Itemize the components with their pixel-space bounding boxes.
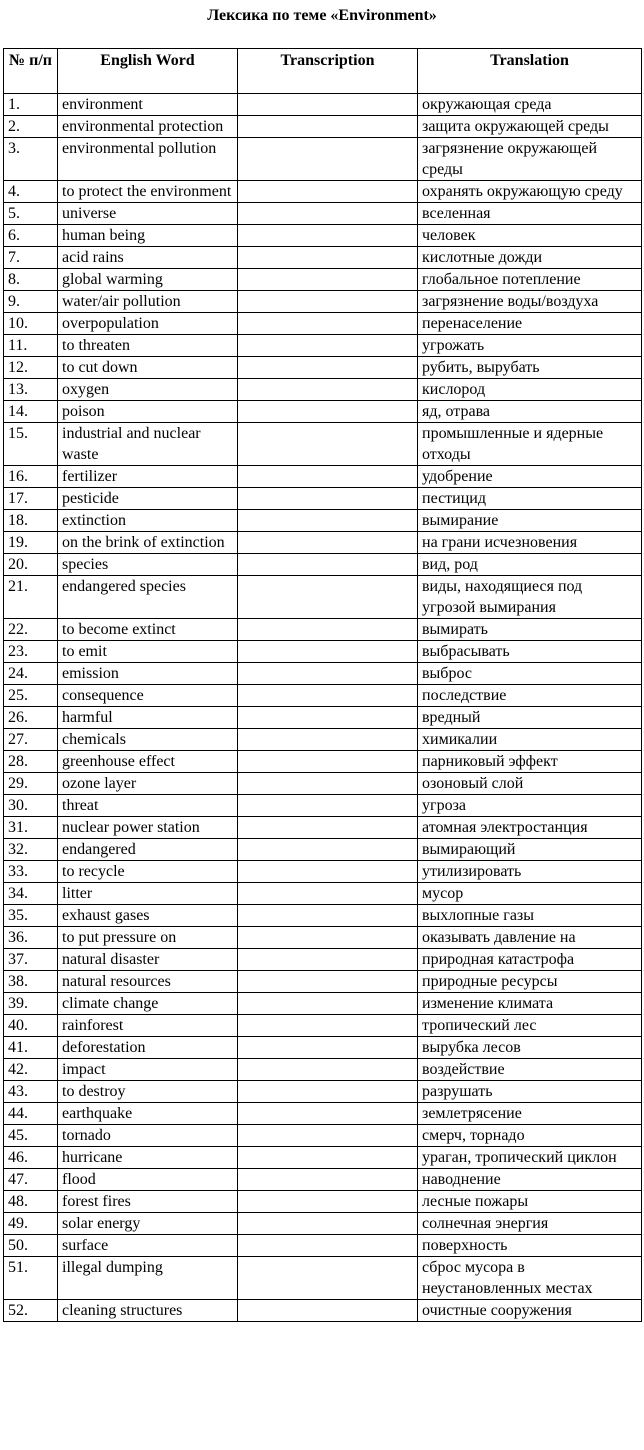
table-row xyxy=(4,313,642,335)
english-word: environmental protection xyxy=(58,116,238,138)
transcription-cell xyxy=(238,1169,418,1191)
translation-cell: лесные пожары xyxy=(418,1191,642,1213)
row-number: 34. xyxy=(4,883,58,905)
row-number: 40. xyxy=(4,1015,58,1037)
transcription-cell xyxy=(238,247,418,269)
row-number: 21. xyxy=(4,576,58,619)
transcription-cell xyxy=(238,839,418,861)
transcription-cell xyxy=(238,116,418,138)
table-row xyxy=(4,751,642,773)
english-word: to emit xyxy=(58,641,238,663)
transcription-cell xyxy=(238,203,418,225)
row-number: 36. xyxy=(4,927,58,949)
transcription-cell xyxy=(238,927,418,949)
row-number: 33. xyxy=(4,861,58,883)
transcription-cell xyxy=(238,379,418,401)
english-word: threat xyxy=(58,795,238,817)
row-number: 13. xyxy=(4,379,58,401)
translation-cell: на грани исчезновения xyxy=(418,532,642,554)
row-number: 17. xyxy=(4,488,58,510)
transcription-cell xyxy=(238,357,418,379)
transcription-cell xyxy=(238,729,418,751)
table-row xyxy=(4,773,642,795)
row-number: 26. xyxy=(4,707,58,729)
english-word: extinction xyxy=(58,510,238,532)
row-number: 16. xyxy=(4,466,58,488)
translation-cell: последствие xyxy=(418,685,642,707)
row-number: 47. xyxy=(4,1169,58,1191)
row-number: 38. xyxy=(4,971,58,993)
english-word: forest fires xyxy=(58,1191,238,1213)
translation-cell: вселенная xyxy=(418,203,642,225)
table-row xyxy=(4,532,642,554)
table-row xyxy=(4,269,642,291)
translation-cell: охранять окружающую среду xyxy=(418,181,642,203)
translation-cell: солнечная энергия xyxy=(418,1213,642,1235)
row-number: 9. xyxy=(4,291,58,313)
english-word: natural disaster xyxy=(58,949,238,971)
table-row xyxy=(4,795,642,817)
transcription-cell xyxy=(238,1213,418,1235)
translation-cell: изменение климата xyxy=(418,993,642,1015)
row-number: 39. xyxy=(4,993,58,1015)
translation-cell: загрязнение воды/воздуха xyxy=(418,291,642,313)
row-number: 14. xyxy=(4,401,58,423)
transcription-cell xyxy=(238,138,418,181)
row-number: 23. xyxy=(4,641,58,663)
table-row xyxy=(4,576,642,619)
translation-cell: воздействие xyxy=(418,1059,642,1081)
transcription-cell xyxy=(238,1191,418,1213)
row-number: 28. xyxy=(4,751,58,773)
table-row xyxy=(4,1015,642,1037)
table-row xyxy=(4,1147,642,1169)
table-row xyxy=(4,203,642,225)
english-word: human being xyxy=(58,225,238,247)
transcription-cell xyxy=(238,993,418,1015)
english-word: endangered species xyxy=(58,576,238,619)
table-row xyxy=(4,357,642,379)
row-number: 48. xyxy=(4,1191,58,1213)
table-row xyxy=(4,817,642,839)
transcription-cell xyxy=(238,619,418,641)
english-word: water/air pollution xyxy=(58,291,238,313)
table-row xyxy=(4,949,642,971)
table-row xyxy=(4,641,642,663)
row-number: 43. xyxy=(4,1081,58,1103)
row-number: 20. xyxy=(4,554,58,576)
row-number: 7. xyxy=(4,247,58,269)
table-row xyxy=(4,1081,642,1103)
transcription-cell xyxy=(238,1257,418,1300)
english-word: natural resources xyxy=(58,971,238,993)
transcription-cell xyxy=(238,641,418,663)
translation-cell: вымирание xyxy=(418,510,642,532)
english-word: ozone layer xyxy=(58,773,238,795)
transcription-cell xyxy=(238,751,418,773)
translation-cell: вырубка лесов xyxy=(418,1037,642,1059)
translation-cell: вид, род xyxy=(418,554,642,576)
row-number: 31. xyxy=(4,817,58,839)
row-number: 6. xyxy=(4,225,58,247)
translation-cell: разрушать xyxy=(418,1081,642,1103)
table-row xyxy=(4,971,642,993)
header-transcription: Transcription xyxy=(238,49,418,94)
translation-cell: озоновый слой xyxy=(418,773,642,795)
transcription-cell xyxy=(238,1125,418,1147)
vocabulary-table xyxy=(3,48,642,1322)
english-word: to put pressure on xyxy=(58,927,238,949)
translation-cell: угроза xyxy=(418,795,642,817)
table-body xyxy=(4,94,642,1322)
transcription-cell xyxy=(238,663,418,685)
translation-cell: наводнение xyxy=(418,1169,642,1191)
table-row xyxy=(4,423,642,466)
transcription-cell xyxy=(238,1103,418,1125)
transcription-cell xyxy=(238,1059,418,1081)
row-number: 24. xyxy=(4,663,58,685)
translation-cell: сброс мусора в неустановленных местах xyxy=(418,1257,642,1300)
translation-cell: загрязнение окружающей среды xyxy=(418,138,642,181)
row-number: 1. xyxy=(4,94,58,116)
transcription-cell xyxy=(238,1235,418,1257)
translation-cell: пестицид xyxy=(418,488,642,510)
table-row xyxy=(4,663,642,685)
english-word: universe xyxy=(58,203,238,225)
transcription-cell xyxy=(238,1015,418,1037)
english-word: oxygen xyxy=(58,379,238,401)
transcription-cell xyxy=(238,510,418,532)
row-number: 49. xyxy=(4,1213,58,1235)
transcription-cell xyxy=(238,532,418,554)
english-word: illegal dumping xyxy=(58,1257,238,1300)
english-word: surface xyxy=(58,1235,238,1257)
table-row xyxy=(4,883,642,905)
table-row xyxy=(4,225,642,247)
english-word: pesticide xyxy=(58,488,238,510)
table-row xyxy=(4,116,642,138)
transcription-cell xyxy=(238,269,418,291)
transcription-cell xyxy=(238,1081,418,1103)
table-row xyxy=(4,1037,642,1059)
row-number: 44. xyxy=(4,1103,58,1125)
row-number: 22. xyxy=(4,619,58,641)
english-word: to cut down xyxy=(58,357,238,379)
english-word: to recycle xyxy=(58,861,238,883)
translation-cell: промышленные и ядерные отходы xyxy=(418,423,642,466)
english-word: solar energy xyxy=(58,1213,238,1235)
translation-cell: поверхность xyxy=(418,1235,642,1257)
english-word: cleaning structures xyxy=(58,1300,238,1322)
table-row xyxy=(4,1235,642,1257)
table-row xyxy=(4,1169,642,1191)
english-word: litter xyxy=(58,883,238,905)
table-row xyxy=(4,993,642,1015)
english-word: consequence xyxy=(58,685,238,707)
table-row xyxy=(4,401,642,423)
row-number: 25. xyxy=(4,685,58,707)
translation-cell: удобрение xyxy=(418,466,642,488)
english-word: environmental pollution xyxy=(58,138,238,181)
row-number: 27. xyxy=(4,729,58,751)
row-number: 10. xyxy=(4,313,58,335)
table-row xyxy=(4,1125,642,1147)
english-word: environment xyxy=(58,94,238,116)
transcription-cell xyxy=(238,423,418,466)
row-number: 15. xyxy=(4,423,58,466)
english-word: impact xyxy=(58,1059,238,1081)
english-word: to protect the environment xyxy=(58,181,238,203)
transcription-cell xyxy=(238,313,418,335)
translation-cell: природная катастрофа xyxy=(418,949,642,971)
translation-cell: защита окружающей среды xyxy=(418,116,642,138)
table-row xyxy=(4,1059,642,1081)
transcription-cell xyxy=(238,291,418,313)
table-row xyxy=(4,379,642,401)
translation-cell: оказывать давление на xyxy=(418,927,642,949)
translation-cell: глобальное потепление xyxy=(418,269,642,291)
transcription-cell xyxy=(238,401,418,423)
translation-cell: очистные сооружения xyxy=(418,1300,642,1322)
english-word: emission xyxy=(58,663,238,685)
transcription-cell xyxy=(238,488,418,510)
table-row xyxy=(4,685,642,707)
translation-cell: смерч, торнадо xyxy=(418,1125,642,1147)
english-word: chemicals xyxy=(58,729,238,751)
translation-cell: мусор xyxy=(418,883,642,905)
table-row xyxy=(4,488,642,510)
transcription-cell xyxy=(238,707,418,729)
table-row xyxy=(4,554,642,576)
english-word: species xyxy=(58,554,238,576)
table-row xyxy=(4,138,642,181)
english-word: acid rains xyxy=(58,247,238,269)
table-row xyxy=(4,729,642,751)
row-number: 50. xyxy=(4,1235,58,1257)
transcription-cell xyxy=(238,883,418,905)
translation-cell: яд, отрава xyxy=(418,401,642,423)
translation-cell: вредный xyxy=(418,707,642,729)
transcription-cell xyxy=(238,335,418,357)
header-english: English Word xyxy=(58,49,238,94)
transcription-cell xyxy=(238,554,418,576)
translation-cell: тропический лес xyxy=(418,1015,642,1037)
table-row xyxy=(4,1257,642,1300)
english-word: rainforest xyxy=(58,1015,238,1037)
table-row xyxy=(4,1191,642,1213)
row-number: 11. xyxy=(4,335,58,357)
table-row xyxy=(4,181,642,203)
translation-cell: вымирающий xyxy=(418,839,642,861)
table-row xyxy=(4,247,642,269)
table-row xyxy=(4,839,642,861)
transcription-cell xyxy=(238,795,418,817)
translation-cell: выброс xyxy=(418,663,642,685)
transcription-cell xyxy=(238,949,418,971)
header-number: № п/п xyxy=(4,49,58,94)
row-number: 4. xyxy=(4,181,58,203)
english-word: tornado xyxy=(58,1125,238,1147)
translation-cell: кислород xyxy=(418,379,642,401)
table-row xyxy=(4,335,642,357)
english-word: earthquake xyxy=(58,1103,238,1125)
english-word: on the brink of extinction xyxy=(58,532,238,554)
translation-cell: парниковый эффект xyxy=(418,751,642,773)
english-word: fertilizer xyxy=(58,466,238,488)
translation-cell: выхлопные газы xyxy=(418,905,642,927)
table-row xyxy=(4,291,642,313)
row-number: 42. xyxy=(4,1059,58,1081)
transcription-cell xyxy=(238,576,418,619)
translation-cell: землетрясение xyxy=(418,1103,642,1125)
row-number: 19. xyxy=(4,532,58,554)
english-word: to become extinct xyxy=(58,619,238,641)
row-number: 29. xyxy=(4,773,58,795)
english-word: global warming xyxy=(58,269,238,291)
row-number: 5. xyxy=(4,203,58,225)
english-word: harmful xyxy=(58,707,238,729)
transcription-cell xyxy=(238,773,418,795)
transcription-cell xyxy=(238,905,418,927)
table-row xyxy=(4,1300,642,1322)
translation-cell: виды, находящиеся под угрозой вымирания xyxy=(418,576,642,619)
transcription-cell xyxy=(238,181,418,203)
english-word: nuclear power station xyxy=(58,817,238,839)
row-number: 3. xyxy=(4,138,58,181)
header-translation: Translation xyxy=(418,49,642,94)
translation-cell: рубить, вырубать xyxy=(418,357,642,379)
table-header-row xyxy=(4,49,642,94)
row-number: 51. xyxy=(4,1257,58,1300)
row-number: 35. xyxy=(4,905,58,927)
transcription-cell xyxy=(238,817,418,839)
transcription-cell xyxy=(238,466,418,488)
english-word: poison xyxy=(58,401,238,423)
table-row xyxy=(4,707,642,729)
english-word: to destroy xyxy=(58,1081,238,1103)
translation-cell: ураган, тропический циклон xyxy=(418,1147,642,1169)
table-row xyxy=(4,1213,642,1235)
row-number: 37. xyxy=(4,949,58,971)
row-number: 45. xyxy=(4,1125,58,1147)
table-row xyxy=(4,861,642,883)
english-word: flood xyxy=(58,1169,238,1191)
table-row xyxy=(4,1103,642,1125)
row-number: 8. xyxy=(4,269,58,291)
english-word: endangered xyxy=(58,839,238,861)
translation-cell: вымирать xyxy=(418,619,642,641)
translation-cell: окружающая среда xyxy=(418,94,642,116)
table-row xyxy=(4,94,642,116)
translation-cell: химикалии xyxy=(418,729,642,751)
english-word: exhaust gases xyxy=(58,905,238,927)
transcription-cell xyxy=(238,1147,418,1169)
english-word: to threaten xyxy=(58,335,238,357)
english-word: deforestation xyxy=(58,1037,238,1059)
transcription-cell xyxy=(238,861,418,883)
transcription-cell xyxy=(238,1037,418,1059)
transcription-cell xyxy=(238,225,418,247)
table-row xyxy=(4,905,642,927)
row-number: 46. xyxy=(4,1147,58,1169)
row-number: 30. xyxy=(4,795,58,817)
transcription-cell xyxy=(238,94,418,116)
table-row xyxy=(4,619,642,641)
english-word: climate change xyxy=(58,993,238,1015)
transcription-cell xyxy=(238,971,418,993)
row-number: 41. xyxy=(4,1037,58,1059)
translation-cell: кислотные дожди xyxy=(418,247,642,269)
table-row xyxy=(4,466,642,488)
translation-cell: человек xyxy=(418,225,642,247)
row-number: 32. xyxy=(4,839,58,861)
english-word: overpopulation xyxy=(58,313,238,335)
translation-cell: природные ресурсы xyxy=(418,971,642,993)
translation-cell: атомная электростанция xyxy=(418,817,642,839)
transcription-cell xyxy=(238,1300,418,1322)
table-row xyxy=(4,510,642,532)
table-row xyxy=(4,927,642,949)
transcription-cell xyxy=(238,685,418,707)
row-number: 12. xyxy=(4,357,58,379)
english-word: hurricane xyxy=(58,1147,238,1169)
translation-cell: угрожать xyxy=(418,335,642,357)
row-number: 2. xyxy=(4,116,58,138)
english-word: industrial and nuclear waste xyxy=(58,423,238,466)
row-number: 52. xyxy=(4,1300,58,1322)
row-number: 18. xyxy=(4,510,58,532)
document-title: Лексика по теме «Environment» xyxy=(207,7,437,24)
translation-cell: перенаселение xyxy=(418,313,642,335)
translation-cell: выбрасывать xyxy=(418,641,642,663)
english-word: greenhouse effect xyxy=(58,751,238,773)
translation-cell: утилизировать xyxy=(418,861,642,883)
